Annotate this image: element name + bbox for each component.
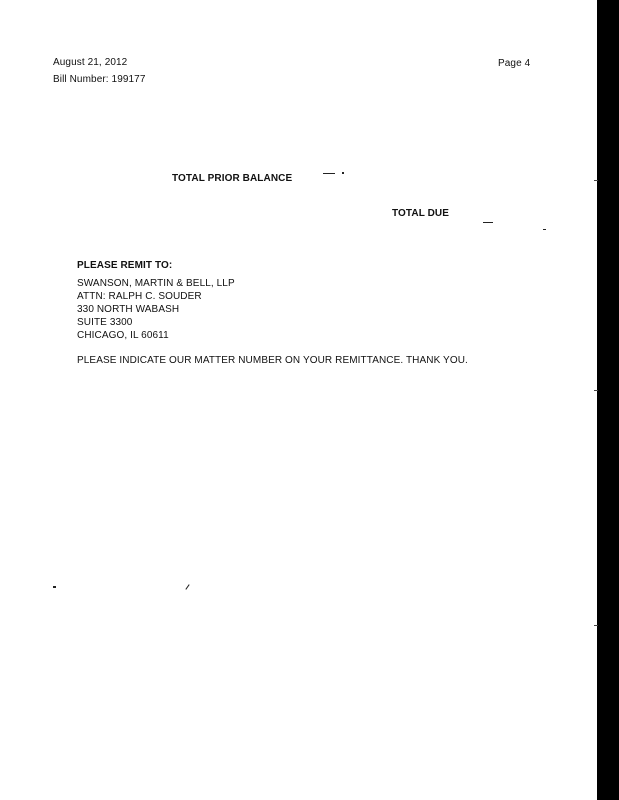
scan-speck	[323, 173, 335, 174]
remittance-note: PLEASE INDICATE OUR MATTER NUMBER ON YOUR REMITTANCE. THANK YOU.	[77, 355, 468, 366]
scan-speck	[53, 586, 56, 588]
scan-edge-tick	[594, 390, 598, 391]
address-line: ATTN: RALPH C. SOUDER	[77, 291, 202, 302]
scan-edge-tick	[594, 625, 598, 626]
bill-number: Bill Number: 199177	[53, 74, 146, 85]
page-number: Page 4	[498, 58, 531, 69]
address-line: 330 NORTH WABASH	[77, 304, 180, 315]
scan-edge-band	[597, 0, 619, 800]
scan-speck	[185, 584, 189, 589]
bill-date: August 21, 2012	[53, 57, 128, 68]
total-prior-balance-label: TOTAL PRIOR BALANCE	[172, 173, 293, 184]
remit-heading: PLEASE REMIT TO:	[77, 260, 173, 271]
scan-speck	[342, 172, 344, 174]
address-line: CHICAGO, IL 60611	[77, 330, 169, 341]
scan-speck	[483, 222, 493, 223]
scan-edge-tick	[594, 180, 598, 181]
address-line: SWANSON, MARTIN & BELL, LLP	[77, 278, 235, 289]
address-line: SUITE 3300	[77, 317, 133, 328]
total-due-label: TOTAL DUE	[392, 208, 450, 219]
scan-speck	[543, 229, 546, 230]
